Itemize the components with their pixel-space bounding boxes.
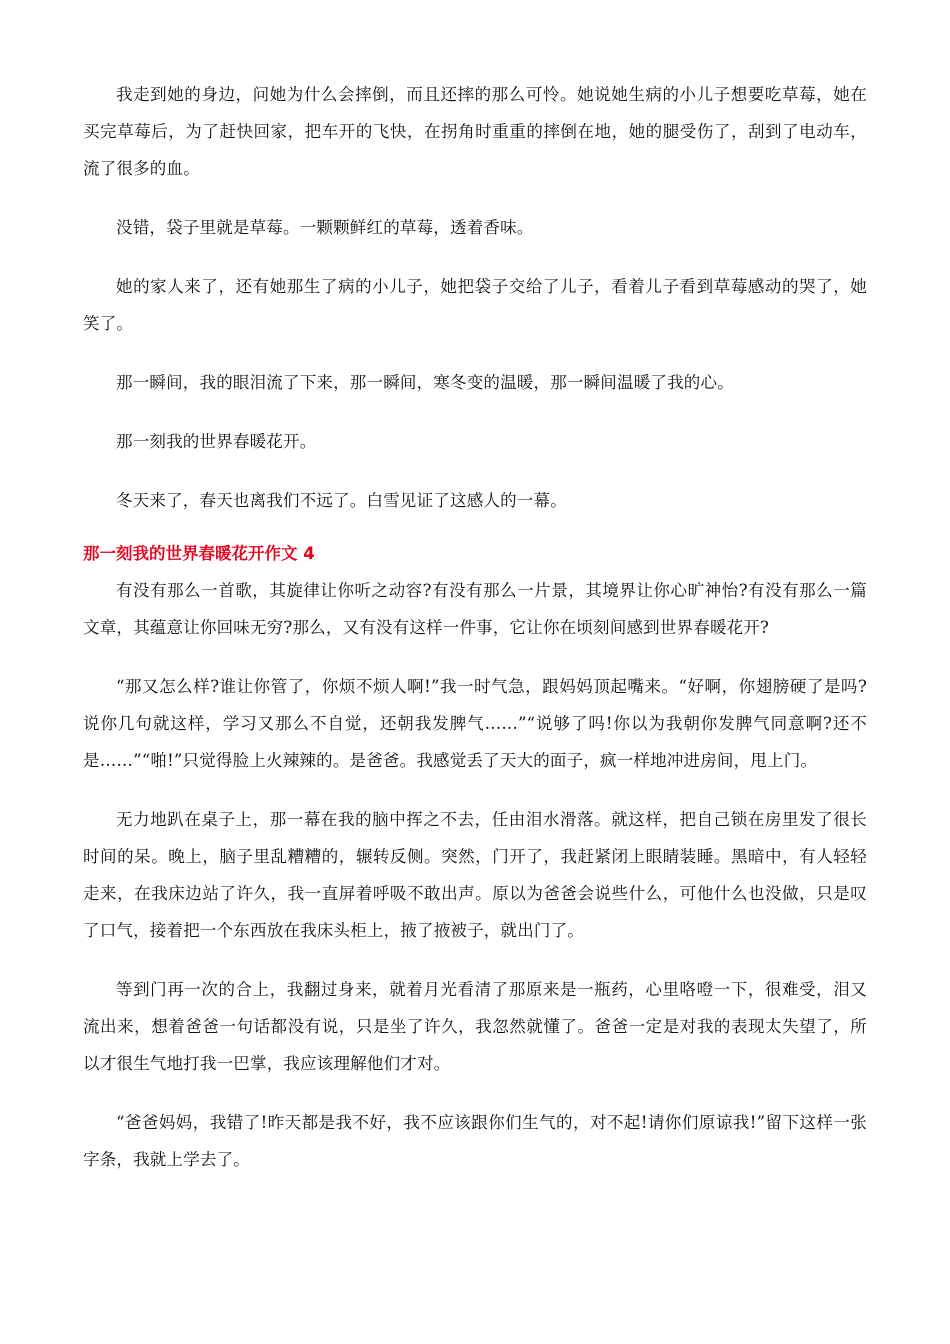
- paragraph-argument: “那又怎么样?谁让你管了，你烦不烦人啊!”我一时气急，跟妈妈顶起嘴来。“好啊，你翅膀硬了是吗?说你几句就这样，学习又那么不自觉，还朝我发脾气……”“说够了吗!你以为我朝你发脾气同意啊?还不是……”“啪!”只觉得脸上火辣辣的。是爸爸。我感觉丢了天大的面子，疯一样地冲进房间，甩上门。: [83, 677, 867, 770]
- paragraph-strawberries: 没错，袋子里就是草莓。一颗颗鲜红的草莓，透着香味。: [116, 218, 534, 237]
- paragraph-night-scene: 无力地趴在桌子上，那一幕在我的脑中挥之不去，任由泪水滑落。就这样，把自己锁在房里发了很长时间的呆。晚上，脑子里乱糟糟的，辗转反侧。突然，门开了，我赶紧闭上眼睛装睡。黑暗中，有人轻轻走来，在我床边站了许久，我一直屏着呼吸不敢出声。原以为爸爸会说些什么，可他什么也没做，只是叹了口气，接着把一个东西放在我床头柜上，掖了掖被子，就出门了。: [83, 810, 867, 940]
- paragraph-spring-world: 那一刻我的世界春暖花开。: [116, 432, 317, 451]
- paragraph-intro-questions: 有没有那么一首歌，其旋律让你听之动容?有没有那么一片景，其境界让你心旷神怡?有没有那么一篇文章，其蕴意让你回味无穷?那么，又有没有这样一件事，它让你在顷刻间感到世界春暖花开?: [83, 581, 867, 637]
- paragraph-that-moment: 那一瞬间，我的眼泪流了下来，那一瞬间，寒冬变的温暖，那一瞬间温暖了我的心。: [116, 373, 734, 392]
- document-page: [83, 76, 867, 1178]
- paragraph-apology-note: “爸爸妈妈，我错了!昨天都是我不好，我不应该跟你们生气的，对不起!请你们原谅我!”留下这样一张字条，我就上学去了。: [83, 1113, 867, 1169]
- paragraph-family-arrives: 她的家人来了，还有她那生了病的小儿子，她把袋子交给了儿子，看着儿子看到草莓感动的哭了，她笑了。: [83, 277, 867, 333]
- paragraph-fall-explanation: 我走到她的身边，问她为什么会摔倒，而且还摔的那么可怜。她说她生病的小儿子想要吃草莓，她在买完草莓后，为了赶快回家，把车开的飞快，在拐角时重重的摔倒在地，她的腿受伤了，刮到了电动车，流了很多的血。: [83, 85, 867, 178]
- section-heading: 那一刻我的世界春暖花开作文 4: [83, 544, 315, 563]
- paragraph-winter-came: 冬天来了，春天也离我们不远了。白雪见证了这感人的一幕。: [116, 491, 567, 510]
- paragraph-understanding: 等到门再一次的合上，我翻过身来，就着月光看清了那原来是一瓶药，心里咯噔一下，很难受，泪又流出来，想着爸爸一句话都没有说，只是坐了许久，我忽然就懂了。爸爸一定是对我的表现太失望了，所以才很生气地打我一巴掌，我应该理解他们才对。: [83, 980, 867, 1073]
